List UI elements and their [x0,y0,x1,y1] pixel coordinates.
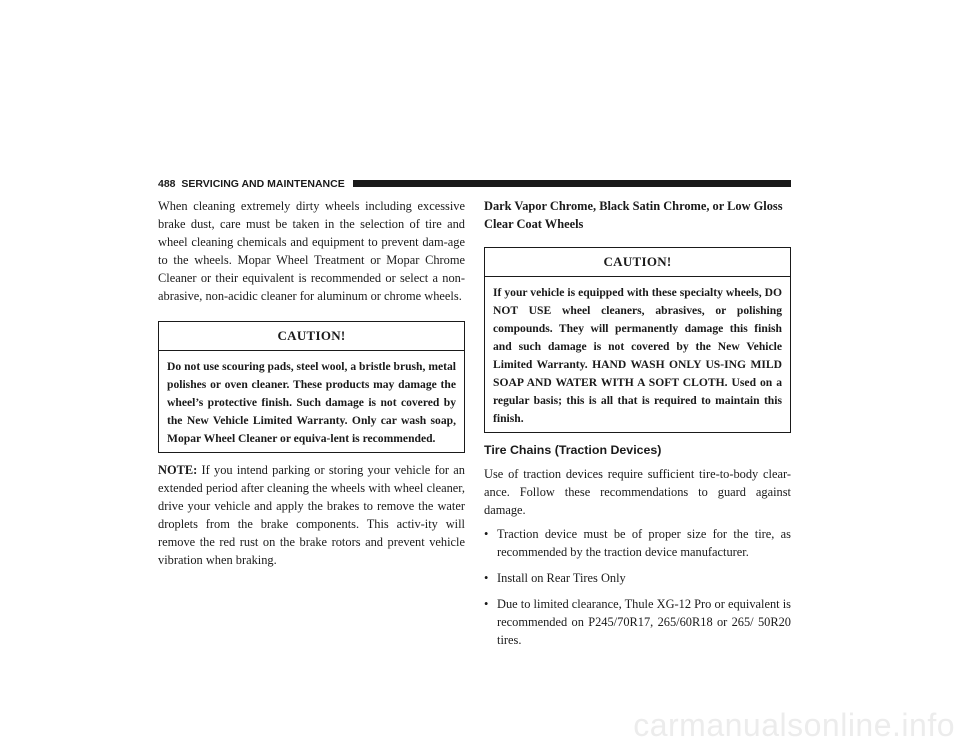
header-rule [353,180,791,187]
wheel-cleaning-intro: When cleaning extremely dirty wheels including excessive brake dust, care must be taken in the selection of tire and wheel cleaning chemicals and equipment to prevent dam-age to the wheels. Mopar Wheel Treatment or Mopar Chrome Cleaner or their equivalent is recommended or select a non-abrasive, non-acidic cleaner for aluminum or chrome wheels. [158,199,465,303]
list-item-text: Install on Rear Tires Only [497,571,626,585]
tire-chains-list [484,525,791,649]
page-header [158,177,791,191]
page-number: 488 [158,178,176,190]
caution-title: CAUTION! [159,322,464,351]
page-header-text [158,177,345,191]
list-item [484,595,791,649]
caution-body: Do not use scouring pads, steel wool, a bristle brush, metal polishes or oven cleaner. These products may damage the wheel’s protective finish. Such damage is not covered by the New Vehicle Limited Warranty. Only car wash soap, Mopar Wheel Cleaner or equiva-lent is recommended. [167,360,456,445]
storage-note [158,461,465,569]
page-footer [0,708,960,742]
left-column [158,197,465,569]
tire-chains-heading: Tire Chains (Traction Devices) [484,443,662,457]
caution-title: CAUTION! [485,248,790,277]
list-item [484,569,791,587]
right-column [484,197,791,649]
watermark: carmanualsonline.info [633,708,955,742]
note-label: NOTE: [158,463,198,477]
bullet-icon: • [484,527,489,541]
section-title: SERVICING AND MAINTENANCE [181,178,345,190]
specialty-wheels-subheading: Dark Vapor Chrome, Black Satin Chrome, or Low Gloss Clear Coat Wheels [484,199,783,231]
caution-box-wheel-cleaners [158,321,465,453]
caution-box-specialty-wheels [484,247,791,433]
note-text: If you intend parking or storing your vehicle for an extended period after cleaning the wheels with wheel cleaner, drive your vehicle and apply the brakes to remove the water droplets from the brake components. This activ-ity will remove the red rust on the brake rotors and prevent vehicle vibration when braking. [158,463,465,567]
list-item-text: Due to limited clearance, Thule XG-12 Pro or equivalent is recommended on P245/70R17, 265/60R18 or 265/ 50R20 tires. [497,597,791,647]
tire-chains-text: Use of traction devices require sufficient tire-to-body clear-ance. Follow these recommendations to guard against damage. [484,467,791,517]
list-item-text: Traction device must be of proper size for the tire, as recommended by the traction device manufacturer. [497,527,791,559]
list-item [484,525,791,561]
caution-body: If your vehicle is equipped with these specialty wheels, DO NOT USE wheel cleaners, abrasives, or polishing compounds. They will permanently damage this finish and such damage is not covered by the New Vehicle Limited Warranty. HAND WASH ONLY US-ING MILD SOAP AND WATER WITH A SOFT CLOTH. Used on a regular basis; this is all that is required to maintain this finish. [493,286,782,425]
bullet-icon: • [484,597,489,611]
bullet-icon: • [484,571,489,585]
